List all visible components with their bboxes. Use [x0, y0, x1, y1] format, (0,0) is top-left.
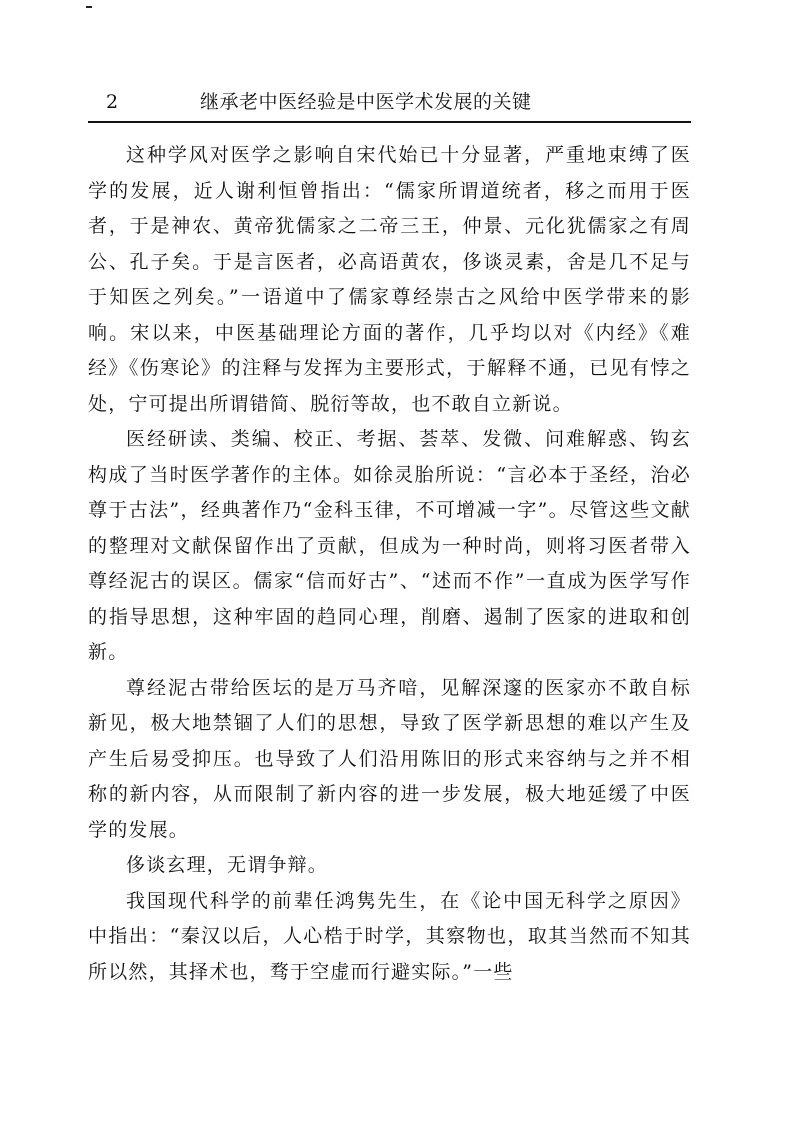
paragraph-4-subheading: 侈谈玄理，无谓争辩。: [126, 854, 329, 876]
running-title: 继承老中医经验是中医学术发展的关键: [200, 91, 532, 113]
page-number: 2: [106, 91, 119, 113]
paragraph-5: 我国现代科学的前辈任鸿隽先生，在《论中国无科学之原因》中指出：“秦汉以后，人心梏于时学，其察物也，取其当然而不知其所以然，其择术也，骛于空虚而行避实际。”一些: [88, 889, 691, 983]
paragraph-1: 这种学风对医学之影响自宋代始已十分显著，严重地束缚了医学的发展，近人谢利恒曾指出：“儒家所谓道统者，移之而用于医者，于是神农、黄帝犹儒家之二帝三王，仲景、元化犹儒家之有周公、孔子矣。于是言医者，必高语黄农，侈谈灵素，舍是几不足与于知医之列矣。”一语道中了儒家尊经崇古之风给中医学带来的影响。宋以来，中医基础理论方面的著作，几乎均以对《内经》《难经》《伤寒论》的注释与发挥为主要形式，于解释不通，已见有悖之处，宁可提出所谓错简、脱衍等故，也不敢自立新说。: [88, 144, 691, 415]
scan-mark: [86, 6, 92, 8]
body-text: [88, 138, 691, 990]
paragraph-3: 尊经泥古带给医坛的是万马齐喑，见解深邃的医家亦不敢自标新见，极大地禁锢了人们的思想，导致了医学新思想的难以产生及产生后易受抑压。也导致了人们沿用陈旧的形式来容纳与之并不相称的新内容，从而限制了新内容的进一步发展，极大地延缓了中医学的发展。: [88, 676, 691, 841]
header-rule: [88, 121, 691, 123]
paragraph-2: 医经研读、类编、校正、考据、荟萃、发微、问难解惑、钩玄构成了当时医学著作的主体。如徐灵胎所说：“言必本于圣经，治必尊于古法”，经典著作乃“金科玉律，不可增减一字”。尽管这些文献的整理对文献保留作出了贡献，但成为一种时尚，则将习医者带入尊经泥古的误区。儒家“信而好古”、“述而不作”一直成为医学写作的指导思想，这种牢固的趋同心理，削磨、遏制了医家的进取和创新。: [88, 428, 691, 663]
page-header: [88, 88, 690, 118]
